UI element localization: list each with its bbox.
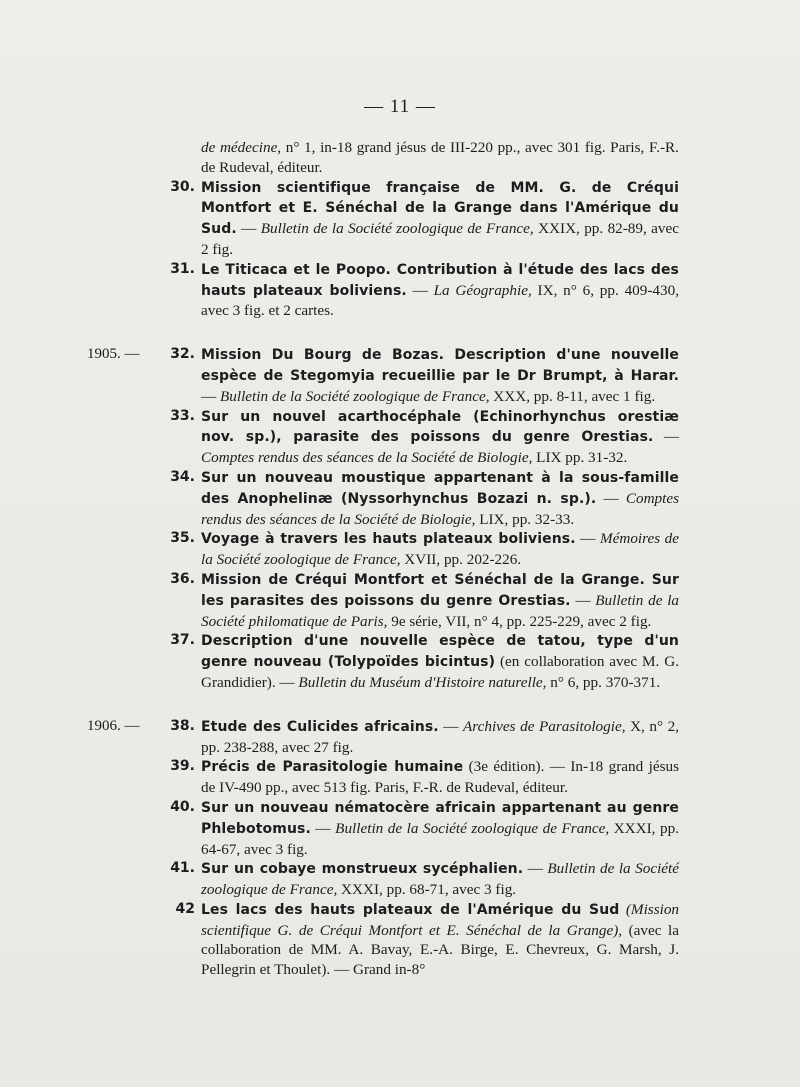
entry-details: XXX, pp. 8-11, avec 1 fig. — [489, 387, 656, 405]
entry-citation: La Géographie, — [433, 281, 532, 299]
bibliography-entry — [170, 407, 680, 468]
entry-citation: Bulletin de la Société zoologique de France, — [201, 860, 679, 899]
entry-details: n° 1, in-18 grand jésus de III-220 pp., avec 301 fig. Paris, F.-R. de Rudeval, éditeur. — [201, 139, 679, 176]
entry-citation: (Mission scientifique G. de Créqui Montfort et E. Sénéchal de la Grange), — [201, 900, 680, 939]
entry-separator: — — [438, 717, 463, 735]
bibliography-entry — [170, 798, 680, 859]
entry-title: Mission Du Bourg de Bozas. Description d'une nouvelle espèce de Stegomyia recueillie par le Dr Brumpt, à Harar. — [201, 347, 679, 384]
entry-title: Etude des Culicides africains. — [201, 718, 439, 735]
entry-citation: Bulletin du Muséum d'Histoire naturelle, — [298, 673, 547, 691]
entry-separator: (3e édition). — In-18 grand jésus de IV-490 pp., avec 513 fig. Paris, F.-R. de Rudeval, éditeur. — [201, 758, 680, 797]
entry-title: Sur un cobaye monstrueux sycéphalien. — [201, 861, 524, 878]
entry-details: n° 6, pp. 370-371. — [546, 673, 661, 691]
entry-separator: — — [523, 860, 548, 878]
bibliography-entry — [87, 345, 679, 406]
entry-number: 42 — [175, 900, 195, 917]
entry-number: 32. — [170, 346, 195, 363]
entry-number: 34. — [170, 468, 195, 485]
entry-title: Voyage à travers les hauts plateaux boliviens. — [201, 531, 576, 548]
entry-title: Sur un nouvel acarthocéphale (Echinorhynchus orestiæ nov. sp.), parasite des poissons du genre Orestias. — [201, 408, 679, 446]
entry-details: IX, n° 6, pp. 409-430, avec 3 fig. et 2 cartes. — [201, 281, 679, 320]
entry-details: XXIX, pp. 82-89, avec 2 fig. — [201, 220, 679, 258]
entry-number: 39. — [170, 758, 195, 775]
bibliography-entry — [170, 570, 680, 631]
entry-separator: — — [570, 591, 596, 609]
entry-citation: Comptes rendus des séances de la Société de Biologie, — [201, 489, 680, 528]
entry-title: Sur un nouveau nématocère africain appartenant au genre Phlebotomus. — [201, 799, 679, 837]
continued-entry — [201, 138, 679, 178]
page-number: — 11 — — [364, 96, 436, 117]
entry-citation: Bulletin de la Société zoologique de France, — [260, 220, 534, 238]
entry-details: XVII, pp. 202-226. — [400, 551, 522, 569]
entry-details: LIX pp. 31-32. — [532, 449, 628, 467]
entry-details: XXXI, pp. 68-71, avec 3 fig. — [337, 881, 517, 899]
entry-separator: (en collaboration avec M. G. Grandidier). — — [201, 653, 679, 691]
entry-citation: Comptes rendus des séances de la Société de Biologie, — [201, 449, 533, 467]
bibliography-entry — [170, 757, 680, 798]
entry-citation: Bulletin de la Société zoologique de France, — [335, 819, 610, 837]
bibliography-entry — [170, 468, 680, 529]
entry-details: 9e série, VII, n° 4, pp. 225-229, avec 2 fig. — [387, 612, 652, 630]
entry-title: Mission scientifique française de MM. G. de Créqui Montfort et E. Sénéchal de la Grange dans l'Amérique du Sud. — [201, 179, 679, 238]
entry-title: Sur un nouveau moustique appartenant à la sous-famille des Anophelinæ (Nyssorhynchus Bozazi n. sp.). — [201, 469, 679, 507]
entry-separator: — — [406, 281, 434, 299]
bibliography-entry — [170, 859, 679, 900]
entry-number: 40. — [170, 798, 195, 815]
bibliography-entry — [170, 178, 679, 260]
entry-details: LIX, pp. 32-33. — [475, 510, 575, 528]
entry-title: Le Titicaca et le Poopo. Contribution à l'étude des lacs des hauts plateaux boliviens. — [201, 261, 679, 299]
entry-title: Description d'une nouvelle espèce de tatou, type d'un genre nouveau (Tolypoïdes bicintus) — [201, 633, 679, 671]
entry-number: 41. — [170, 860, 195, 877]
entry-number: 38. — [170, 717, 195, 734]
entry-details: (avec la collaboration de MM. A. Bavay, E.-A. Birge, E. Chevreux, G. Marsh, J. Pellegrin et Thoulet). — Grand in-8° — [201, 921, 679, 979]
entry-year: 1905. — — [87, 346, 140, 363]
bibliography-entry — [170, 631, 679, 692]
bibliography-entry — [87, 717, 680, 758]
entry-citation: Bulletin de la Société philomatique de Paris, — [201, 591, 680, 630]
entry-citation: Archives de Parasitologie, — [463, 717, 626, 735]
entry-number: 30. — [170, 178, 195, 195]
entry-number: 35. — [170, 530, 195, 547]
entry-number: 36. — [170, 570, 195, 587]
entry-separator: — — [575, 530, 600, 548]
entry-citation: de médecine, — [201, 139, 282, 156]
entry-details: XXXI, pp. 64-67, avec 3 fig. — [201, 819, 680, 858]
entry-citation: Bulletin de la Société zoologique de France, — [219, 387, 490, 405]
bibliography-list — [0, 138, 800, 980]
entry-separator: — — [596, 489, 626, 507]
entries-container — [0, 178, 800, 980]
entry-separator: — — [310, 819, 336, 837]
entry-separator: — — [653, 428, 680, 446]
bibliography-entry — [170, 260, 679, 321]
bibliography-entry — [170, 529, 680, 570]
entry-number: 37. — [170, 632, 195, 649]
entry-separator: — — [201, 387, 220, 405]
entry-title: Mission de Créqui Montfort et Sénéchal de la Grange. Sur les parasites des poissons du genre Orestias. — [201, 571, 679, 609]
entry-number: 33. — [170, 407, 195, 424]
entry-title: Les lacs des hauts plateaux de l'Amérique du Sud — [201, 901, 620, 918]
entry-citation: Mémoires de la Société zoologique de France, — [201, 530, 680, 569]
entry-number: 31. — [170, 260, 195, 277]
entry-details: X, n° 2, pp. 238-288, avec 27 fig. — [201, 717, 680, 756]
bibliography-entry — [175, 900, 680, 980]
entry-year: 1906. — — [87, 717, 140, 734]
entry-title: Précis de Parasitologie humaine — [201, 759, 464, 776]
entry-separator: — — [236, 220, 261, 238]
